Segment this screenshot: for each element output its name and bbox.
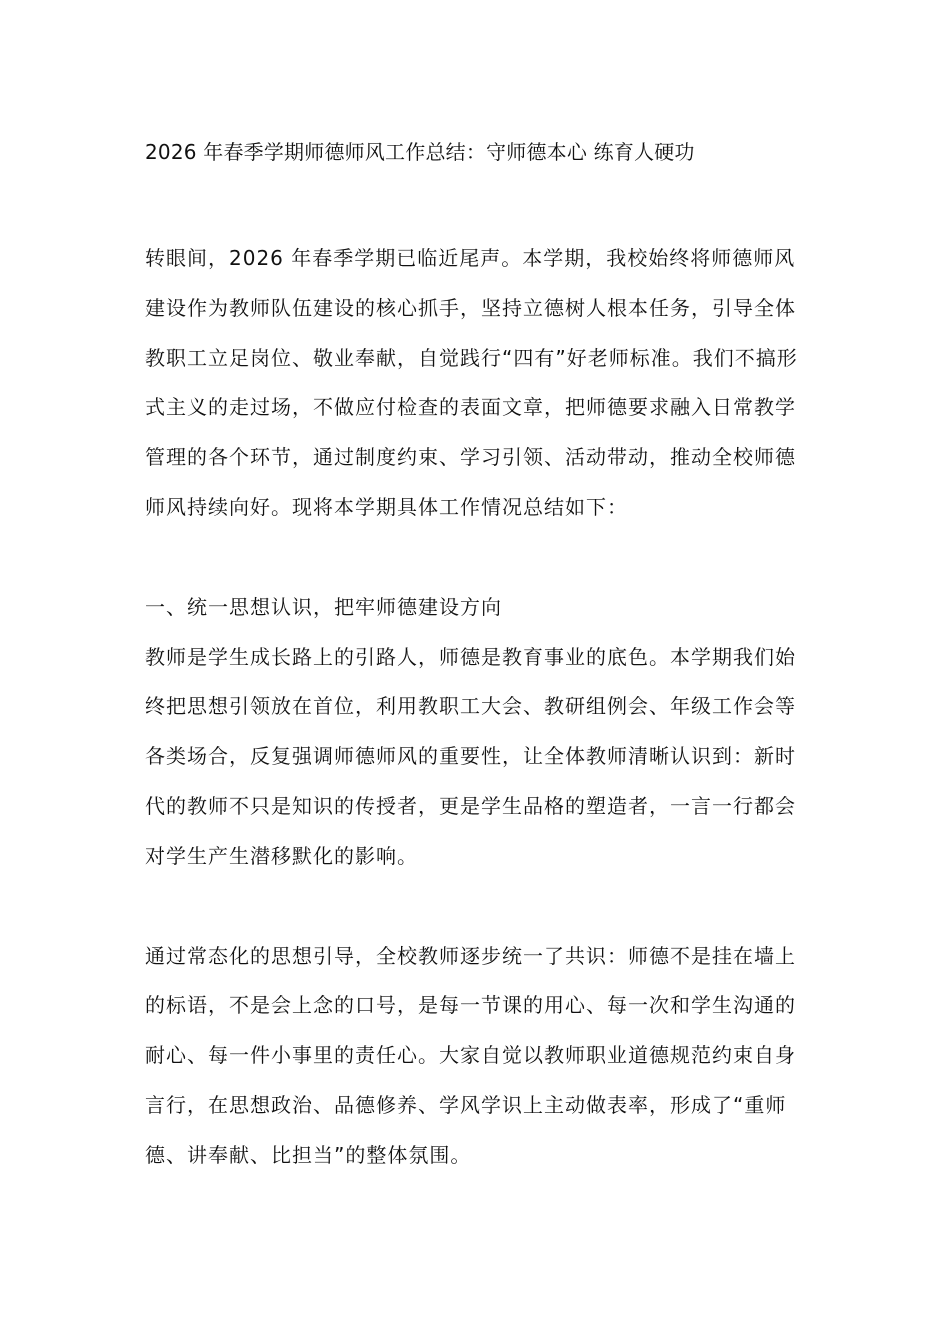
document-body [145,132,810,1181]
section-paragraph-1: 教师是学生成长路上的引路人，师德是教育事业的底色。本学期我们始终把思想引领放在首位，利用教职工大会、教研组例会、年级工作会等各类场合，反复强调师德师风的重要性，让全体教师清晰认识到：新时代的教师不只是知识的传授者，更是学生品格的塑造者，一言一行都会对学生产生潜移默化的影响。 [145,644,796,868]
spacer [145,533,810,583]
section-paragraph-2: 通过常态化的思想引导，全校教师逐步统一了共识：师德不是挂在墙上的标语，不是会上念的口号，是每一节课的用心、每一次和学生沟通的耐心、每一件小事里的责任心。大家自觉以教师职业道德规范约束自身言行，在思想政治、品德修养、学风学识上主动做表率，形成了“重师德、讲奉献、比担当”的整体氛围。 [145,943,796,1167]
document-title: 2026 年春季学期师德师风工作总结：守师德本心 练育人硬功 [145,140,695,164]
spacer [145,172,810,234]
intro-paragraph: 转眼间，2026 年春季学期已临近尾声。本学期，我校始终将师德师风建设作为教师队伍建设的核心抓手，坚持立德树人根本任务，引导全体教职工立足岗位、敬业奉献，自觉践行“四有”好老师标准。我们不搞形式主义的走过场，不做应付检查的表面文章，把师德要求融入日常教学管理的各个环节，通过制度约束、学习引领、活动带动，推动全校师德师风持续向好。现将本学期具体工作情况总结如下： [145,246,798,519]
spacer [145,882,810,932]
section-heading: 一、统一思想认识，把牢师德建设方向 [145,594,502,619]
